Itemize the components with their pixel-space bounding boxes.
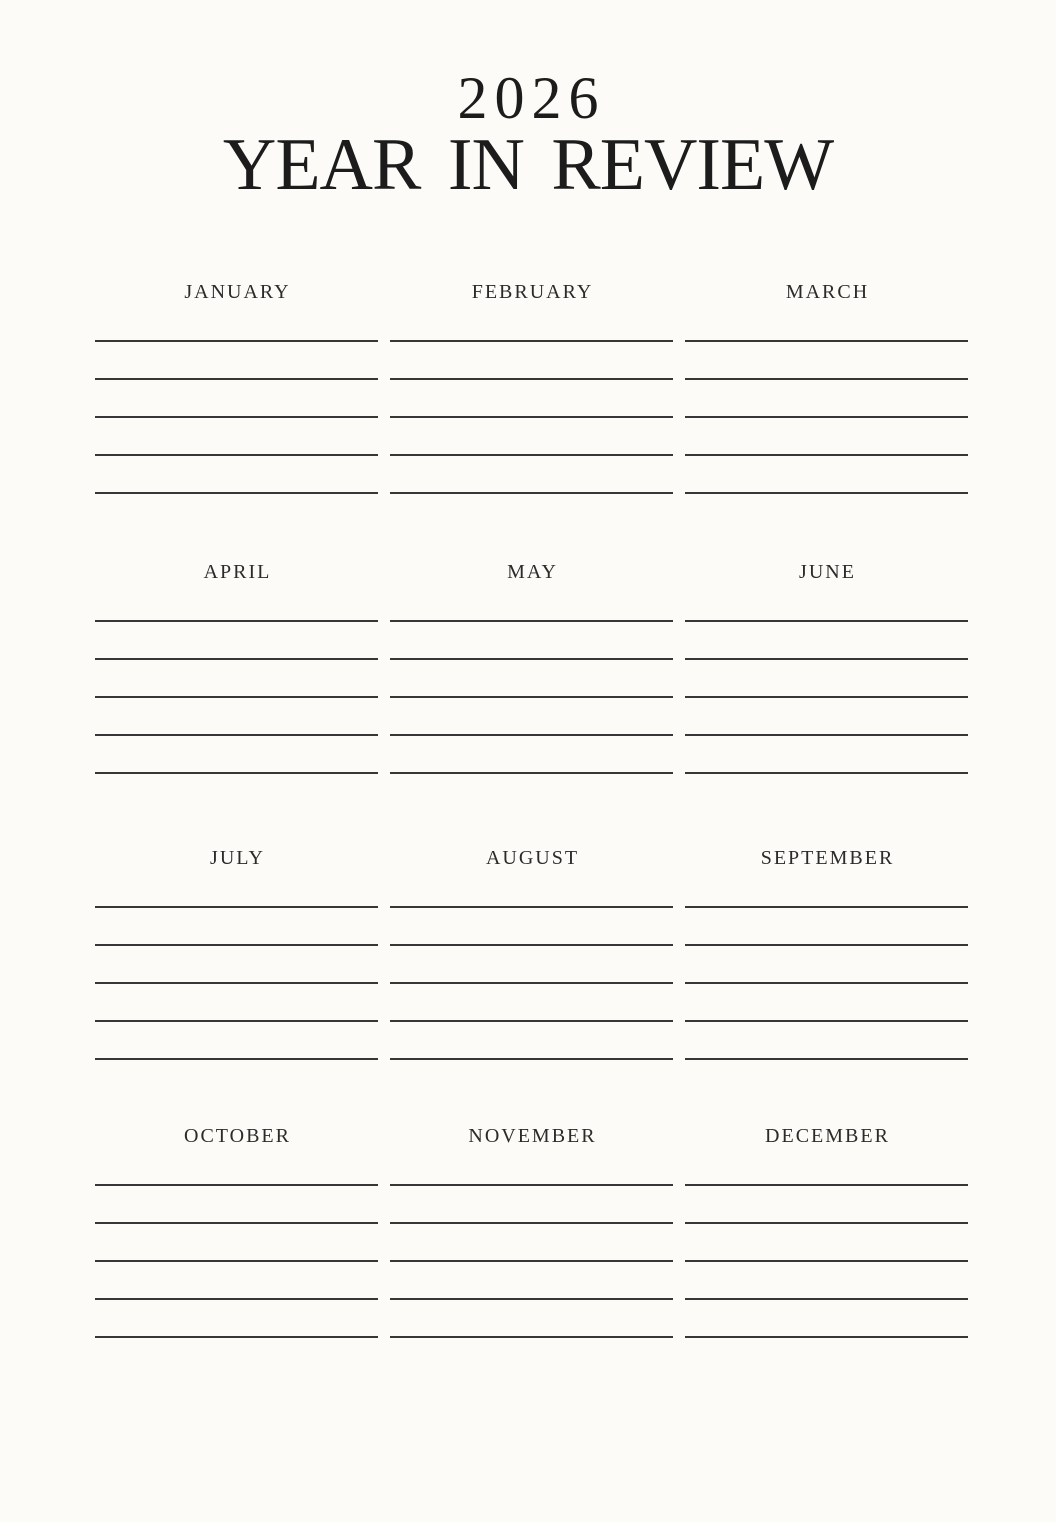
month-section-february — [390, 280, 673, 494]
writing-line — [390, 946, 673, 984]
month-label: DECEMBER — [765, 1125, 890, 1147]
writing-line — [685, 984, 968, 1022]
month-label: NOVEMBER — [468, 1125, 597, 1147]
writing-line — [390, 1022, 673, 1060]
month-label: APRIL — [203, 561, 272, 583]
writing-line — [685, 1186, 968, 1224]
writing-line — [390, 1224, 673, 1262]
month-section-december — [685, 1124, 968, 1338]
writing-line — [95, 698, 378, 736]
month-section-march — [685, 280, 968, 494]
writing-line — [390, 660, 673, 698]
writing-line — [685, 1224, 968, 1262]
title-year: 2026 — [457, 65, 606, 131]
month-label: FEBRUARY — [471, 281, 594, 303]
writing-line — [685, 736, 968, 774]
months-grid — [95, 280, 968, 1338]
writing-line — [685, 1300, 968, 1338]
writing-line — [685, 1148, 968, 1186]
writing-line — [390, 870, 673, 908]
month-label: JUNE — [799, 561, 856, 583]
writing-line — [685, 304, 968, 342]
writing-line — [95, 622, 378, 660]
writing-line — [95, 1022, 378, 1060]
writing-line — [390, 908, 673, 946]
writing-line — [685, 418, 968, 456]
month-label: OCTOBER — [184, 1125, 291, 1147]
month-row — [95, 280, 968, 494]
month-section-september — [685, 846, 968, 1060]
writing-line — [685, 456, 968, 494]
writing-line — [95, 418, 378, 456]
month-section-october — [95, 1124, 378, 1338]
writing-line — [95, 1300, 378, 1338]
month-section-august — [390, 846, 673, 1060]
writing-line — [685, 660, 968, 698]
writing-line — [95, 584, 378, 622]
writing-line — [95, 456, 378, 494]
writing-line — [685, 622, 968, 660]
writing-line — [685, 380, 968, 418]
month-label: JANUARY — [184, 281, 291, 303]
writing-line — [390, 1186, 673, 1224]
month-label: JULY — [210, 847, 265, 869]
writing-line — [390, 622, 673, 660]
writing-line — [95, 660, 378, 698]
writing-line — [95, 1224, 378, 1262]
writing-line — [390, 698, 673, 736]
month-label: AUGUST — [485, 847, 580, 869]
writing-line — [95, 870, 378, 908]
writing-line — [390, 736, 673, 774]
month-section-april — [95, 560, 378, 774]
writing-line — [390, 984, 673, 1022]
month-section-july — [95, 846, 378, 1060]
month-label: MARCH — [785, 281, 870, 303]
writing-line — [685, 946, 968, 984]
month-row — [95, 846, 968, 1060]
month-row — [95, 560, 968, 774]
writing-line — [95, 1148, 378, 1186]
writing-line — [95, 1262, 378, 1300]
month-label: SEPTEMBER — [760, 847, 895, 869]
month-section-january — [95, 280, 378, 494]
writing-line — [390, 380, 673, 418]
writing-line — [685, 908, 968, 946]
month-section-may — [390, 560, 673, 774]
writing-line — [390, 418, 673, 456]
writing-line — [685, 1022, 968, 1060]
title-heading: YEAR IN REVIEW — [222, 124, 834, 206]
writing-line — [390, 1300, 673, 1338]
writing-line — [95, 736, 378, 774]
writing-line — [95, 984, 378, 1022]
writing-line — [685, 1262, 968, 1300]
writing-line — [95, 1186, 378, 1224]
writing-line — [390, 342, 673, 380]
writing-line — [95, 908, 378, 946]
writing-line — [685, 584, 968, 622]
month-section-november — [390, 1124, 673, 1338]
writing-line — [685, 698, 968, 736]
writing-line — [390, 304, 673, 342]
month-row — [95, 1124, 968, 1338]
writing-line — [685, 342, 968, 380]
month-section-june — [685, 560, 968, 774]
writing-line — [390, 1148, 673, 1186]
writing-line — [390, 456, 673, 494]
writing-line — [95, 342, 378, 380]
month-label: MAY — [507, 561, 558, 583]
writing-line — [390, 584, 673, 622]
writing-line — [390, 1262, 673, 1300]
writing-line — [95, 946, 378, 984]
page-title — [0, 0, 1056, 206]
writing-line — [685, 870, 968, 908]
writing-line — [95, 304, 378, 342]
writing-line — [95, 380, 378, 418]
